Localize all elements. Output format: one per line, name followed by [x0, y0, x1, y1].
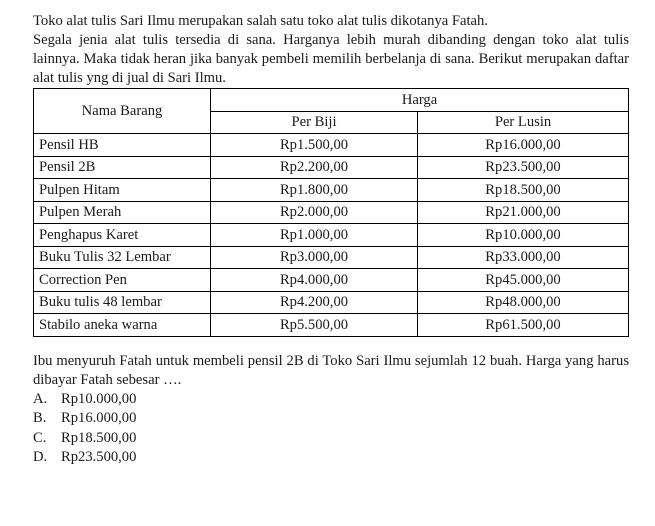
table-row: [34, 224, 629, 247]
price-per-piece-cell: Rp4.000,00: [211, 269, 418, 292]
price-table: [33, 88, 629, 337]
price-per-dozen-cell: Rp61.500,00: [418, 314, 629, 337]
answer-option[interactable]: [33, 448, 629, 468]
table-row: [34, 314, 629, 337]
price-per-dozen-cell: Rp18.500,00: [418, 179, 629, 202]
intro-line-1: Toko alat tulis Sari Ilmu merupakan salah satu toko alat tulis dikotanya Fatah.: [33, 13, 488, 29]
option-letter: D.: [33, 449, 48, 465]
price-per-dozen-cell: Rp10.000,00: [418, 224, 629, 247]
price-per-piece-cell: Rp4.200,00: [211, 291, 418, 314]
price-per-dozen-cell: Rp33.000,00: [418, 246, 629, 269]
price-per-dozen-cell: Rp45.000,00: [418, 269, 629, 292]
document-page: [33, 12, 629, 468]
item-name-cell: Stabilo aneka warna: [34, 314, 211, 337]
header-price: Harga: [211, 89, 629, 112]
option-text: Rp18.500,00: [61, 429, 137, 446]
table-row: [34, 291, 629, 314]
price-per-piece-cell: Rp1.800,00: [211, 179, 418, 202]
answer-option[interactable]: [33, 429, 629, 449]
header-per-piece: Per Biji: [211, 111, 418, 134]
item-name-cell: Correction Pen: [34, 269, 211, 292]
price-per-piece-cell: Rp2.200,00: [211, 156, 418, 179]
table-row: [34, 134, 629, 157]
item-name-cell: Pulpen Hitam: [34, 179, 211, 202]
item-name-cell: Pensil HB: [34, 134, 211, 157]
intro-text: [33, 12, 629, 88]
table-row: [34, 201, 629, 224]
option-letter: C.: [33, 429, 47, 446]
price-per-dozen-cell: Rp23.500,00: [418, 156, 629, 179]
option-text: Rp10.000,00: [61, 390, 137, 407]
question-block: [33, 352, 629, 468]
price-per-dozen-cell: Rp21.000,00: [418, 201, 629, 224]
item-name-cell: Buku Tulis 32 Lembar: [34, 246, 211, 269]
price-per-piece-cell: Rp2.000,00: [211, 201, 418, 224]
header-per-dozen: Per Lusin: [418, 111, 629, 134]
item-name-cell: Pulpen Merah: [34, 201, 211, 224]
answer-option[interactable]: [33, 390, 629, 410]
option-text: Rp16.000,00: [61, 410, 137, 426]
price-per-dozen-cell: Rp48.000,00: [418, 291, 629, 314]
price-per-piece-cell: Rp1.000,00: [211, 224, 418, 247]
price-per-dozen-cell: Rp16.000,00: [418, 134, 629, 157]
item-name-cell: Pensil 2B: [34, 156, 211, 179]
header-item-name: Nama Barang: [34, 89, 211, 134]
question-text: Ibu menyuruh Fatah untuk membeli pensil 2B di Toko Sari Ilmu sejumlah 12 buah. Harga yang harus dibayar Fatah sebesar ….: [33, 352, 629, 388]
item-name-cell: Buku tulis 48 lembar: [34, 291, 211, 314]
price-per-piece-cell: Rp3.000,00: [211, 246, 418, 269]
price-per-piece-cell: Rp1.500,00: [211, 134, 418, 157]
answer-options: [33, 390, 629, 468]
option-letter: B.: [33, 410, 47, 426]
table-row: [34, 156, 629, 179]
table-row: [34, 246, 629, 269]
answer-option[interactable]: [33, 409, 629, 429]
intro-paragraph: Segala jenia alat tulis tersedia di sana. Harganya lebih murah dibanding dengan toko alat tulis lainnya. Maka tidak heran jika banyak pembeli memilih berbelanja di sana. Berikut merupakan daftar alat tulis yng di jual di Sari Ilmu.: [33, 32, 629, 86]
item-name-cell: Penghapus Karet: [34, 224, 211, 247]
table-header-row: [34, 89, 629, 112]
table-row: [34, 179, 629, 202]
option-letter: A.: [33, 390, 48, 407]
table-row: [34, 269, 629, 292]
option-text: Rp23.500,00: [61, 449, 137, 465]
price-per-piece-cell: Rp5.500,00: [211, 314, 418, 337]
